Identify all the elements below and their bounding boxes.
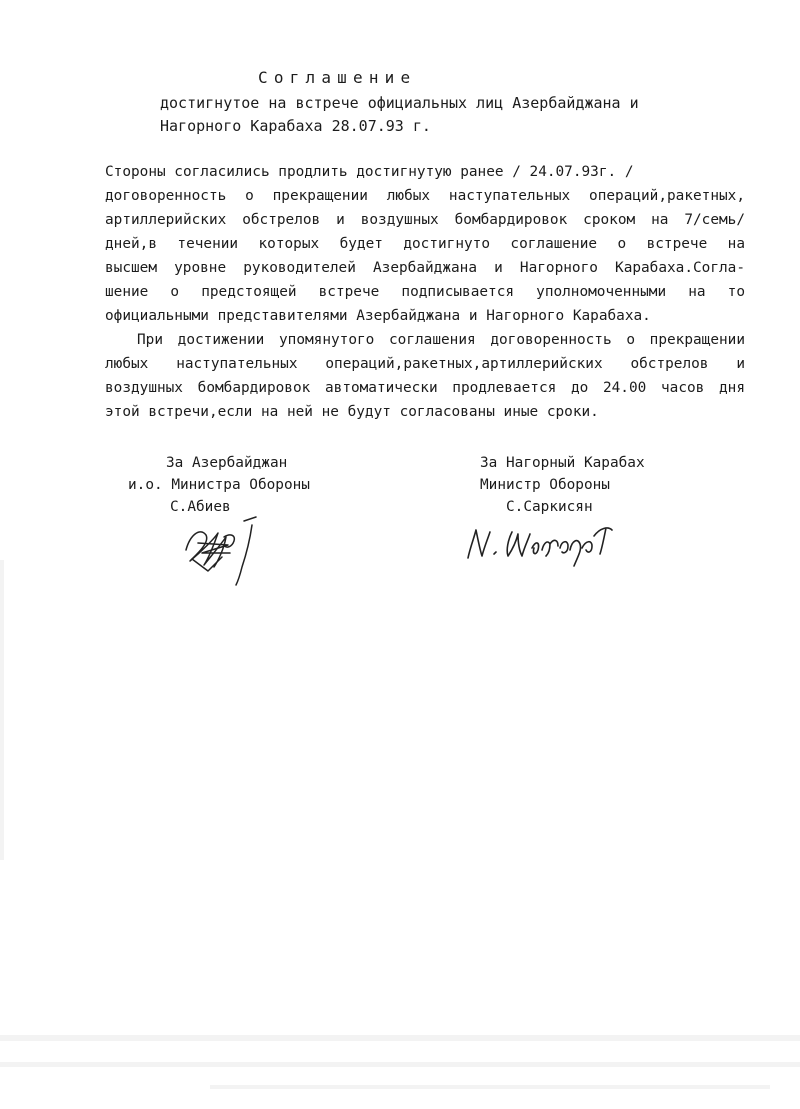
signature-sarkisyan-image	[460, 518, 620, 568]
scan-artifact	[0, 1035, 800, 1041]
signatory-karabakh	[480, 452, 645, 518]
paragraph-line: дней,в течении которых будет достигнуто соглашение о встрече на	[105, 236, 745, 252]
signature-abiev-image	[178, 515, 268, 590]
signatory-name: С.Абиев	[170, 499, 231, 515]
document-body	[105, 160, 745, 424]
document-title: Соглашение	[258, 68, 417, 87]
signatory-party: За Азербайджан	[166, 455, 288, 471]
scan-artifact	[0, 1062, 800, 1067]
paragraph-2	[105, 328, 745, 424]
subtitle-line: достигнутое на встрече официальных лиц Азербайджана и	[160, 94, 639, 112]
signatory-azerbaijan	[128, 452, 310, 518]
paragraph-line: Стороны согласились продлить достигнутую ранее / 24.07.93г. /	[105, 164, 634, 180]
paragraph-line: любых наступательных операций,ракетных,артиллерийских обстрелов и	[105, 356, 745, 372]
paragraph-line: высшем уровне руководителей Азербайджана и Нагорного Карабаха.Согла-	[105, 260, 745, 276]
signatory-position: Министр Обороны	[480, 477, 610, 493]
paragraph-line: При достижении упомянутого соглашения договоренность о прекращении	[137, 332, 745, 348]
document-subtitle	[160, 92, 639, 138]
scan-artifact	[210, 1085, 770, 1089]
signatory-party: За Нагорный Карабах	[480, 455, 645, 471]
paragraph-line: этой встречи,если на ней не будут согласованы иные сроки.	[105, 404, 599, 420]
paragraph-line: договоренность о прекращении любых наступательных операций,ракетных,	[105, 188, 745, 204]
subtitle-line: Нагорного Карабаха 28.07.93 г.	[160, 117, 431, 135]
paragraph-line: артиллерийских обстрелов и воздушных бомбардировок сроком на 7/семь/	[105, 212, 745, 228]
paragraph-line: официальными представителями Азербайджана и Нагорного Карабаха.	[105, 308, 651, 324]
paragraph-1	[105, 160, 745, 328]
paragraph-line: воздушных бомбардировок автоматически продлевается до 24.00 часов дня	[105, 380, 745, 396]
scan-artifact	[0, 560, 4, 860]
paragraph-line: шение о предстоящей встрече подписывается уполномоченными на то	[105, 284, 745, 300]
signatory-position: и.о. Министра Обороны	[128, 477, 310, 493]
signatory-name: С.Саркисян	[506, 499, 593, 515]
